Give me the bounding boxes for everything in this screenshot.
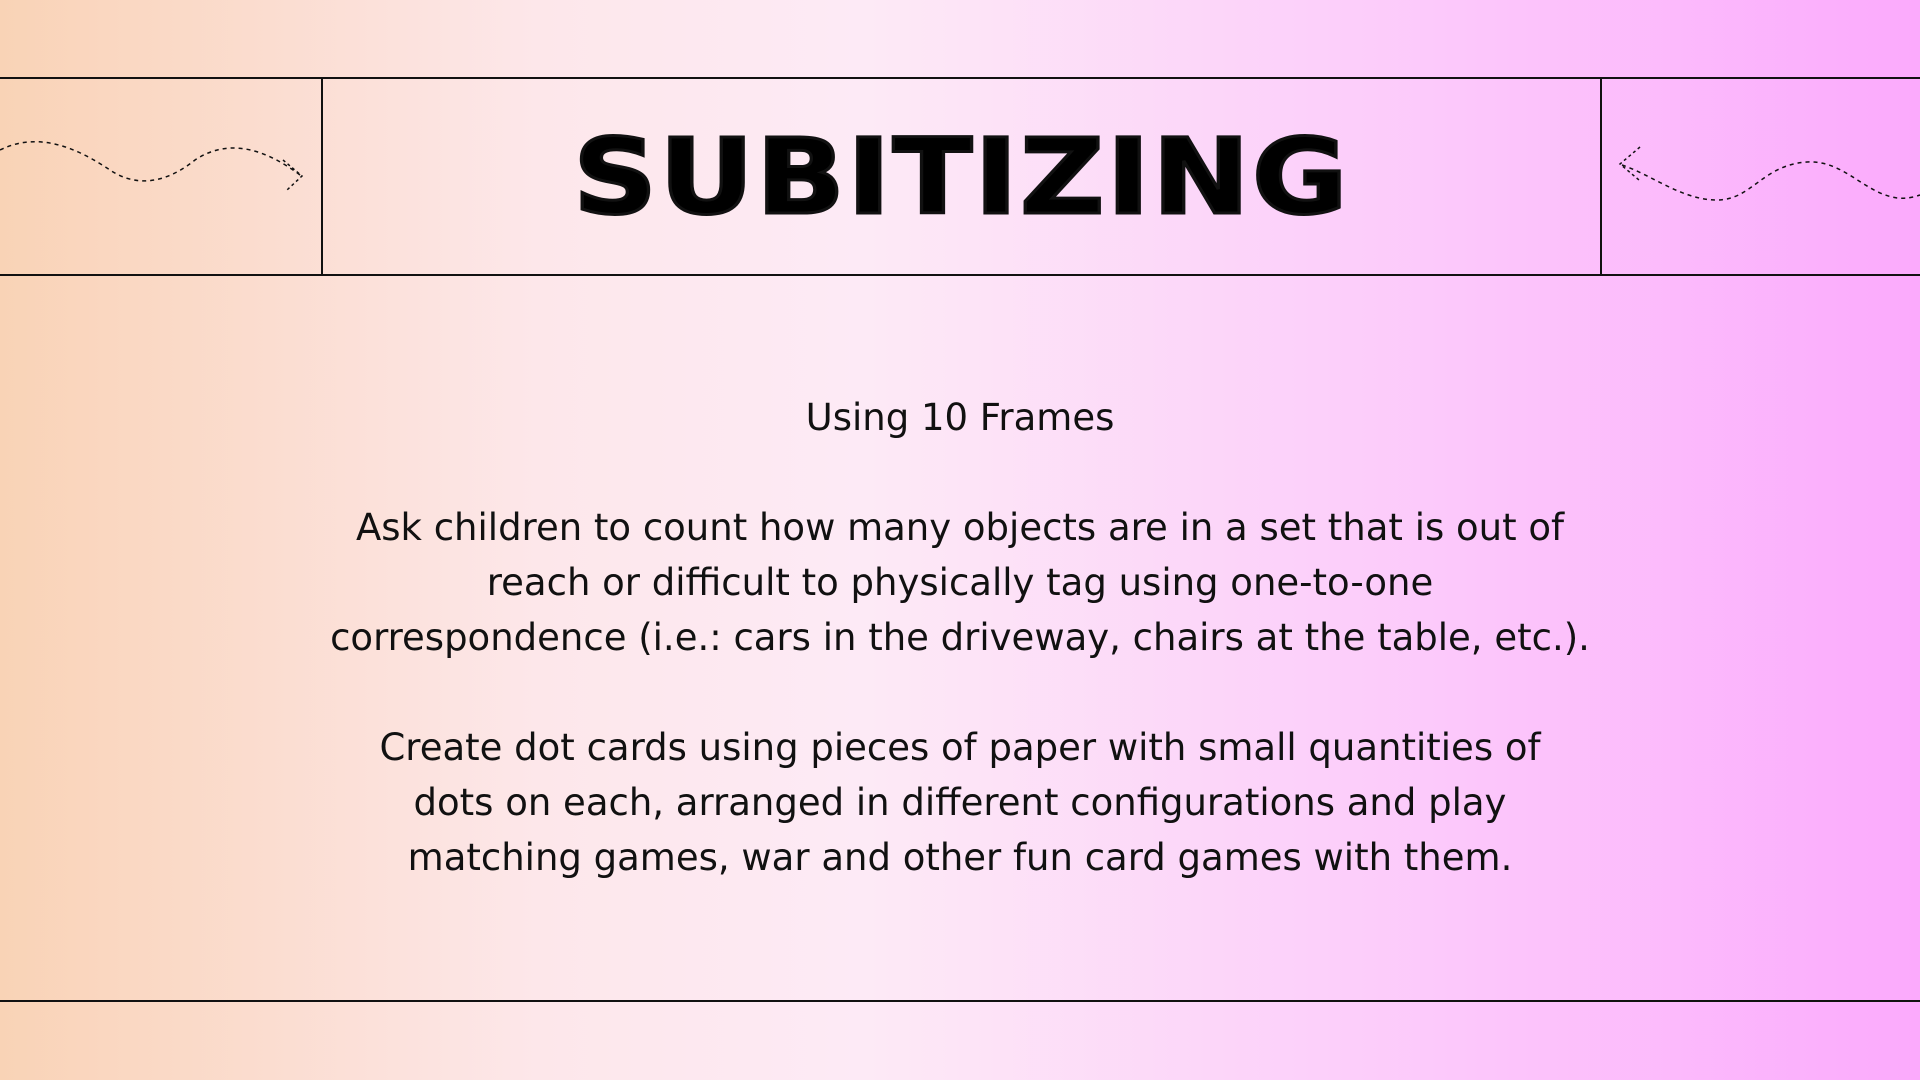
- paragraph-dot-cards: [300, 720, 1620, 885]
- slide-subtitle: Using 10 Frames: [805, 396, 1115, 439]
- paragraph-line: reach or difficult to physically tag using one-to-one: [486, 561, 1434, 604]
- paragraph-line: matching games, war and other fun card games with them.: [407, 836, 1513, 879]
- header-bottom-rule: [0, 274, 1920, 276]
- slide-body: [300, 390, 1620, 885]
- paragraph-line: dots on each, arranged in different configurations and play: [413, 781, 1507, 824]
- slide-title: SUBITIZING: [573, 115, 1350, 238]
- paragraph-line: correspondence (i.e.: cars in the driveway, chairs at the table, etc.).: [330, 616, 1590, 659]
- paragraph-counting: [300, 500, 1620, 665]
- paragraph-line: Create dot cards using pieces of paper with small quantities of: [379, 726, 1541, 769]
- paragraph-line: Ask children to count how many objects are in a set that is out of: [355, 506, 1565, 549]
- footer-rule: [0, 1000, 1920, 1002]
